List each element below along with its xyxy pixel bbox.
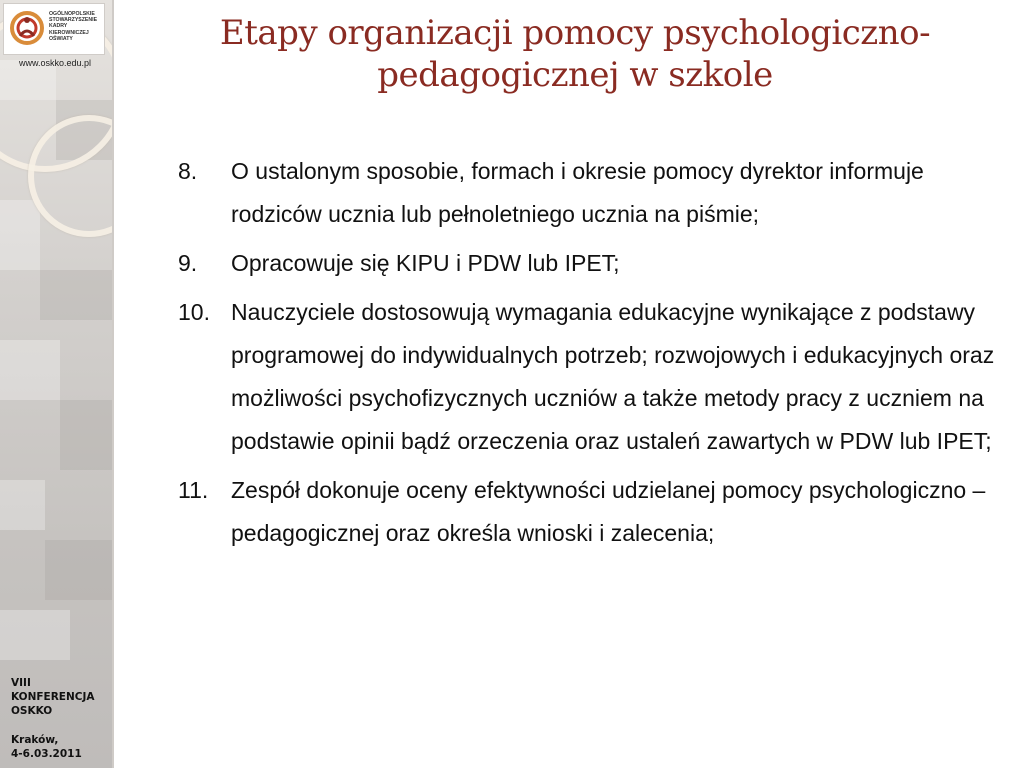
- conference-label: VIII KONFERENCJA OSKKO: [11, 677, 95, 717]
- decorative-tile: [60, 400, 112, 470]
- list-item-number: 8.: [178, 158, 198, 184]
- decorative-tile: [0, 340, 60, 400]
- logo: [3, 3, 105, 55]
- oskko-logo-icon: [9, 9, 45, 47]
- list-item: [178, 150, 998, 236]
- decorative-tile: [45, 540, 112, 600]
- decorative-tile: [0, 200, 40, 270]
- list-item-text: O ustalonym sposobie, formach i okresie pomocy dyrektor informuje rodziców ucznia lub pełnoletniego ucznia na piśmie;: [231, 158, 924, 227]
- slide-title: Etapy organizacji pomocy psychologiczno-pedagogicznej w szkole: [219, 13, 931, 95]
- decorative-tile: [0, 480, 45, 530]
- logo-text: OGÓLNOPOLSKIE STOWARZYSZENIE KADRY KIEROWNICZEJ OŚWIATY: [49, 11, 98, 42]
- list-item-number: 9.: [178, 250, 198, 276]
- list-item: [178, 242, 998, 285]
- list-item-text: Opracowuje się KIPU i PDW lub IPET;: [231, 250, 620, 276]
- event-place-date: Kraków, 4-6.03.2011: [11, 734, 82, 760]
- list-item: [178, 469, 998, 555]
- list-item-text: Zespół dokonuje oceny efektywności udzielanej pomocy psychologiczno – pedagogicznej oraz określa wnioski i zalecenia;: [231, 477, 986, 546]
- list-item: [178, 291, 998, 463]
- sidebar-edge: [112, 0, 114, 768]
- site-url: www.oskko.edu.pl: [19, 58, 92, 68]
- decorative-tile: [0, 610, 70, 660]
- list-item-number: 10.: [178, 299, 210, 325]
- list-item-text: Nauczyciele dostosowują wymagania edukacyjne wynikające z podstawy programowej do indywidualnych potrzeb; rozwojowych i edukacyjnych oraz możliwości psychofizycznych uczniów a także metody pracy z uczniem na podstawie opinii bądź orzeczenia oraz ustaleń zawartych w PDW lub IPET;: [231, 299, 995, 454]
- sidebar: [0, 0, 113, 768]
- content-list: [178, 150, 998, 561]
- decorative-tile: [40, 270, 112, 320]
- list-item-number: 11.: [178, 477, 209, 503]
